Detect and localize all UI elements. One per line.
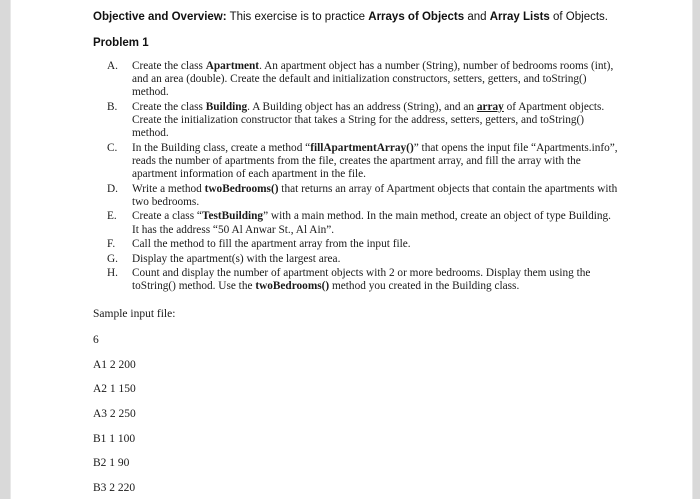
task-body: Call the method to fill the apartment array from the input file. [132,238,411,251]
task-letter: F. [107,238,116,251]
task-body [132,267,619,293]
task-a [107,60,619,100]
sample-line: B3 2 220 [93,482,136,494]
task-text: ” that opens the input file “Apartments.info”, reads the number of apartments from the file, creates the apartment array, and fill the array with the apartment information of each apartment in the file. [132,141,618,181]
task-text: that returns an array of Apartment objects that contain the apartments with two bedrooms. [132,182,618,208]
task-body [132,101,619,141]
objective-label: Objective and Overview: [93,11,227,23]
task-g [107,253,619,266]
task-text: . An apartment object has a number (String), number of bedrooms rooms (int), and an area (double). Create the default and initialization constructors, setters, getters, and toString() method. [132,60,614,99]
task-bold-term: twoBedrooms() [204,182,279,195]
sample-line: A1 2 200 [93,359,136,371]
task-d [107,183,619,209]
task-text: Write a method [132,182,205,195]
objective-bold-array-lists: Array Lists [489,11,550,23]
problem-title: Problem 1 [93,37,149,49]
task-letter: D. [107,182,118,195]
sample-input-label: Sample input file: [93,308,176,320]
task-text: Create the class [132,100,206,113]
sample-line: A2 1 150 [93,383,136,395]
task-bold-term: Building [205,100,248,113]
task-body [132,210,619,236]
task-bold-term: fillApartmentArray() [310,141,414,154]
task-body [132,183,619,209]
task-c [107,142,619,182]
sample-line: B2 1 90 [93,457,130,469]
task-f [107,238,619,251]
task-e [107,210,619,236]
task-letter: B. [107,100,118,113]
sample-line: 6 [93,334,99,346]
document-page [10,0,693,499]
task-text: of Apartment objects. Create the initialization constructor that takes a String for the address, setters, getters, and toString() method. [132,100,605,140]
task-letter: E. [107,210,117,223]
task-body [132,142,619,182]
objective-text-1: This exercise is to practice [226,11,369,23]
sample-line: B1 1 100 [93,433,136,445]
task-text: In the Building class, create a method “ [132,141,311,154]
task-text: Create a class “ [132,210,202,223]
task-text: Create the class [132,60,206,72]
task-bold-term: Apartment [205,60,260,72]
task-text: . A Building object has an address (String), and an [247,100,477,113]
task-letter: C. [107,141,118,154]
task-list [107,60,619,295]
task-b [107,101,619,141]
task-body [132,60,619,100]
sample-line: A3 2 250 [93,408,136,420]
task-bold-term: TestBuilding [201,210,264,223]
task-text: Count and display the number of apartment objects with 2 or more bedrooms. Display them using the toString() method. Use the [132,267,591,293]
objective-text-2: and [464,11,490,23]
objective-overview [93,11,608,23]
task-letter: H. [107,267,118,280]
task-bold-underlined-term: array [476,100,504,113]
objective-text-3: of Objects. [549,11,608,23]
task-text: ” with a main method. In the main method, create an object of type Building. It has the address “50 Al Anwar St., Al Ain”. [132,210,611,236]
task-body: Display the apartment(s) with the largest area. [132,252,341,265]
task-bold-term: twoBedrooms() [255,280,330,293]
task-letter: G. [107,252,118,265]
task-letter: A. [107,60,118,72]
task-h [107,267,619,293]
objective-bold-arrays-of-objects: Arrays of Objects [368,11,465,23]
task-text: method you created in the Building class. [329,280,520,293]
